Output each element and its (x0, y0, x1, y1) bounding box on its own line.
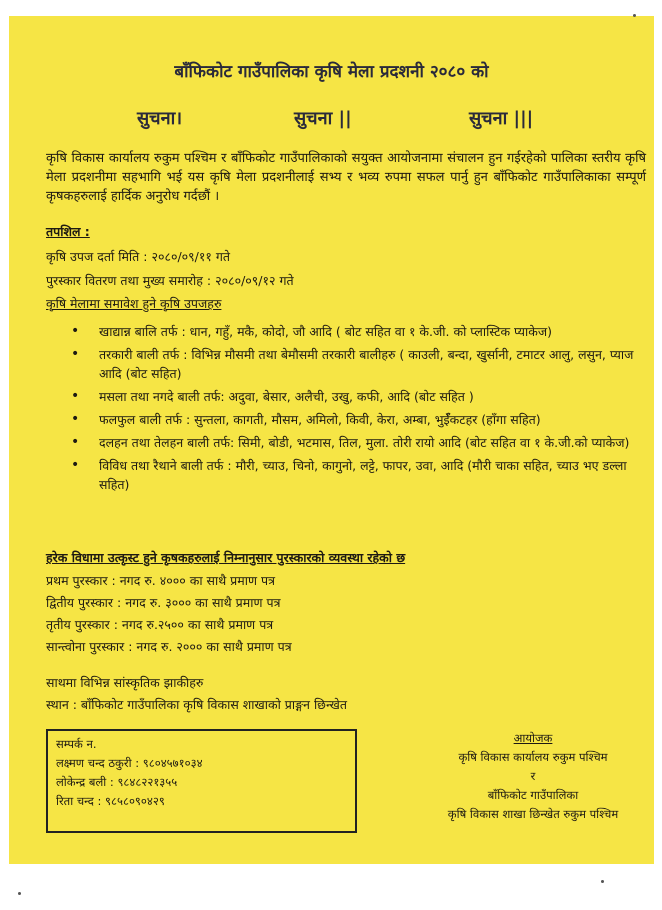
notice-sheet (9, 16, 654, 864)
contact-person: रिता चन्द : ९८५८०९०४२९ (56, 794, 165, 808)
prizes-heading: हरेक विधामा उत्कृस्ट हुने कृषकहरुलाई निम्नानुसार पुरस्कारको व्यवस्था रहेको छ (46, 550, 406, 565)
list-item: • दलहन तथा तेलहन बाली तर्फ: सिमी, बोडी, भटमास, तिल, मुला. तोरी रायो आदि (बोट सहित वा १ के.जी.को प्याकेज) (71, 434, 630, 450)
list-item: • फलफुल बाली तर्फ : सुन्तला, कागती, मौसम, अमिलो, किवी, केरा, अम्बा, भुईँकटहर (हाँगा सहित) (71, 411, 541, 427)
organizer-line: र (530, 769, 536, 783)
list-item: • मसला तथा नगदे बाली तर्फ: अदुवा, बेसार, अलैची, उखु, कफी, आदि (बोट सहित ) (71, 388, 474, 404)
notice-word-1: सुचना। (137, 108, 183, 129)
intro-paragraph: कृषि विकास कार्यालय रुकुम पश्चिम र बाँफिकोट गाउँपालिकाको सयुक्त आयोजनामा संचालन हुन गईरहेको पालिका स्तरीय कृषि मेला प्रदशनीमा सहभागि भई यस कृषि मेला प्रदशनीलाई सभ्य र भव्य रुपमा सफल पार्नु हुन बाँफिकोट गाउँपालिकाका सम्पूर्ण कृषकहरुलाई हार्दिक अनुरोध गर्दछौं । (46, 151, 646, 204)
bullet-icon: • (71, 411, 80, 427)
contact-box (46, 729, 357, 833)
bullet-icon: • (71, 388, 80, 404)
contact-person: लक्ष्मण चन्द ठकुरी : ९८०४५७१०३४ (56, 756, 203, 770)
scan-speck (18, 892, 21, 895)
bullet-icon: • (71, 346, 80, 362)
cultural-note: साथमा विभिन्न सांस्कृतिक झाकीहरु (46, 675, 204, 690)
prize-first: प्रथम पुरस्कार : नगद रु. ४००० का साथै प्रमाण पत्र (46, 573, 276, 588)
venue: स्थान : बाँफिकोट गाउँपालिका कृषि विकास शाखाको प्राङ्गन छिन्खेत (46, 697, 348, 712)
organizer-line: कृषि विकास शाखा छिन्खेत रुकुम पश्चिम (447, 807, 619, 821)
award-ceremony-date: पुरस्कार वितरण तथा मुख्य समारोह : २०८०/०९/१२ गते (46, 273, 294, 288)
scan-speck (633, 14, 636, 17)
list-item: • तरकारी बाली तर्फ : विभिन्न मौसमी तथा बेमौसमी तरकारी बालीहरु ( काउली, बन्दा, खुर्सानी, टमाटर आलु, लसुन, प्याज आदि (बोट सहित) (71, 346, 634, 381)
scan-speck (601, 880, 604, 883)
organizer-line: कृषि विकास कार्यालय रुकुम पश्चिम (458, 750, 608, 764)
notice-title: बाँफिकोट गाउँपालिका कृषि मेला प्रदशनी २०८० को (174, 62, 489, 82)
bullet-icon: • (71, 323, 80, 339)
organizer-block (419, 729, 647, 824)
notice-word-3: सुचना ||| (469, 108, 534, 129)
notice-word-2: सुचना || (294, 108, 352, 129)
bullet-icon: • (71, 434, 80, 450)
list-item: • खाद्यान्न बालि तर्फ : धान, गहुँ, मकै, कोदो, जौ आदि ( बोट सहित वा १ के.जी. को प्लास्टिक प्याकेज) (71, 323, 553, 339)
prize-third: तृतीय पुरस्कार : नगद रु.२५०० का साथै प्रमाण पत्र (46, 617, 274, 632)
organizer-heading: आयोजक (513, 731, 553, 745)
produce-heading: कृषि मेलामा समावेश हुने कृषि उपजहरु (46, 296, 222, 311)
registration-date: कृषि उपज दर्ता मिति : २०८०/०९/११ गते (46, 249, 231, 264)
details-heading: तपशिल : (46, 224, 90, 239)
prize-second: द्वितीय पुरस्कार : नगद रु. ३००० का साथै प्रमाण पत्र (46, 595, 281, 610)
contact-person: लोकेन्द्र बली : ९८४८२२१३५५ (56, 775, 178, 789)
organizer-line: बाँफिकोट गाउँपालिका (487, 788, 579, 802)
contact-heading: सम्पर्क न. (56, 737, 97, 751)
list-item: • विविध तथा रैथाने बाली तर्फ : मौरी, च्याउ, चिनो, कागुनो, लट्टे, फापर, उवा, आदि (मौरी चाका सहित, च्याउ भए डल्ला सहित) (71, 457, 627, 492)
bullet-icon: • (71, 457, 80, 473)
prize-consolation: सान्त्वोना पुरस्कार : नगद रु. २००० का साथै प्रमाण पत्र (46, 639, 292, 654)
produce-list (71, 322, 641, 498)
